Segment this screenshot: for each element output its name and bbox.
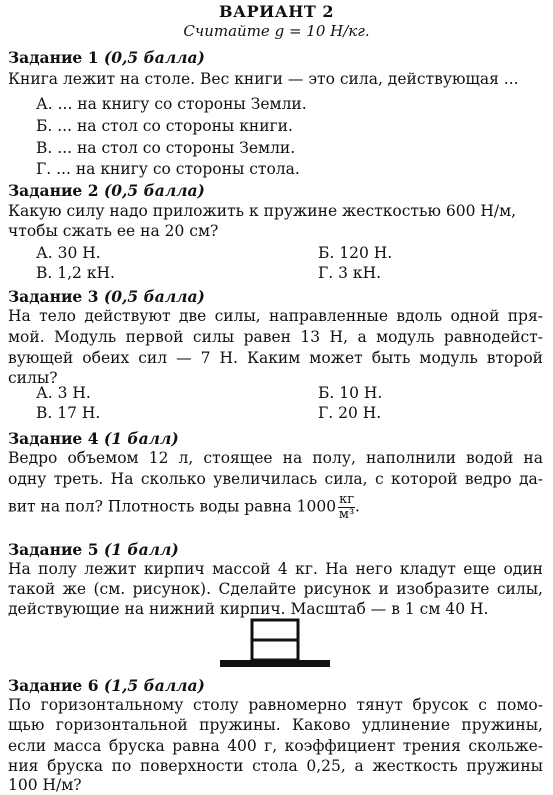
task-2-option-b: Б. 120 Н. (318, 244, 393, 262)
task-5-text-line-2: такой же (см. рисунок). Сделайте рисунок и изобразите силы, (8, 580, 543, 598)
stacked-bricks-figure (218, 616, 332, 668)
task-6-text-line-1: По горизонтальному столу равномерно тянут брусок с помо- (8, 696, 543, 714)
task-6-text-line-5: 100 Н/м? (8, 776, 82, 794)
task-1-option-c: В. ... на стол со стороны Земли. (36, 139, 296, 157)
task-3-option-c: В. 17 Н. (36, 404, 101, 422)
task-1-heading: Задание 1 (0,5 балла) (8, 48, 205, 67)
task-4-text-line-3: вит на пол? Плотность воды равна 1000 $\frac{кг}{\text{м³}}$ . (8, 492, 360, 522)
task-1-text: Книга лежит на столе. Вес книги — это сила, действующая ... (8, 70, 519, 88)
task-3-option-b: Б. 10 Н. (318, 384, 383, 402)
top-brick (252, 620, 298, 640)
floor (220, 660, 330, 667)
given-constant: Считайте g = 10 Н/кг. (183, 22, 370, 40)
task-4-heading: Задание 4 (1 балл) (8, 429, 179, 448)
task-1-option-d: Г. ... на книгу со стороны стола. (36, 160, 300, 178)
variant-title: ВАРИАНТ 2 (219, 2, 334, 21)
task-2-option-d: Г. 3 кН. (318, 264, 382, 282)
density-unit-fraction: $\frac{кг}{\text{м³}}$ (338, 492, 355, 522)
task-4-text-line-1: Ведро объемом 12 л, стоящее на полу, наполнили водой на (8, 449, 543, 467)
task-2-text-line-2: чтобы сжать ее на 20 см? (8, 222, 219, 240)
task-5-heading: Задание 5 (1 балл) (8, 540, 179, 559)
task-5-text-line-1: На полу лежит кирпич массой 4 кг. На него кладут еще один (8, 560, 543, 578)
task-3-text-line-2: мой. Модуль первой силы равен 13 Н, а модуль равнодейст- (8, 328, 543, 346)
task-2-option-a: А. 30 Н. (36, 244, 101, 262)
task-2-text-line-1: Какую силу надо приложить к пружине жесткостью 600 Н/м, (8, 202, 517, 220)
task-6-text-line-3: если масса бруска равна 400 г, коэффициент трения скольже- (8, 737, 543, 755)
task-4-text-line-2: одну треть. На сколько увеличилась сила, с которой ведро да- (8, 470, 543, 488)
task-6-text-line-4: ния бруска по поверхности стола 0,25, а жесткость пружины (8, 757, 543, 775)
task-5-text-line-3: действующие на нижний кирпич. Масштаб — в 1 см 40 Н. (8, 600, 489, 618)
task-3-text-line-1: На тело действуют две силы, направленные вдоль одной пря- (8, 307, 543, 325)
task-2-heading: Задание 2 (0,5 балла) (8, 181, 205, 200)
task-3-option-a: А. 3 Н. (36, 384, 91, 402)
task-6-heading: Задание 6 (1,5 балла) (8, 676, 205, 695)
task-3-option-d: Г. 20 Н. (318, 404, 382, 422)
task-3-text-line-4: силы? (8, 369, 58, 387)
task-1-option-b: Б. ... на стол со стороны книги. (36, 117, 293, 135)
task-2-option-c: В. 1,2 кН. (36, 264, 115, 282)
task-3-text-line-3: вующей обеих сил — 7 Н. Каким может быть модуль второй (8, 349, 543, 367)
task-3-heading: Задание 3 (0,5 балла) (8, 287, 205, 306)
task-6-text-line-2: щью горизонтальной пружины. Каково удлинение пружины, (8, 716, 543, 734)
task-1-option-a: А. ... на книгу со стороны Земли. (36, 95, 307, 113)
bottom-brick (252, 640, 298, 660)
